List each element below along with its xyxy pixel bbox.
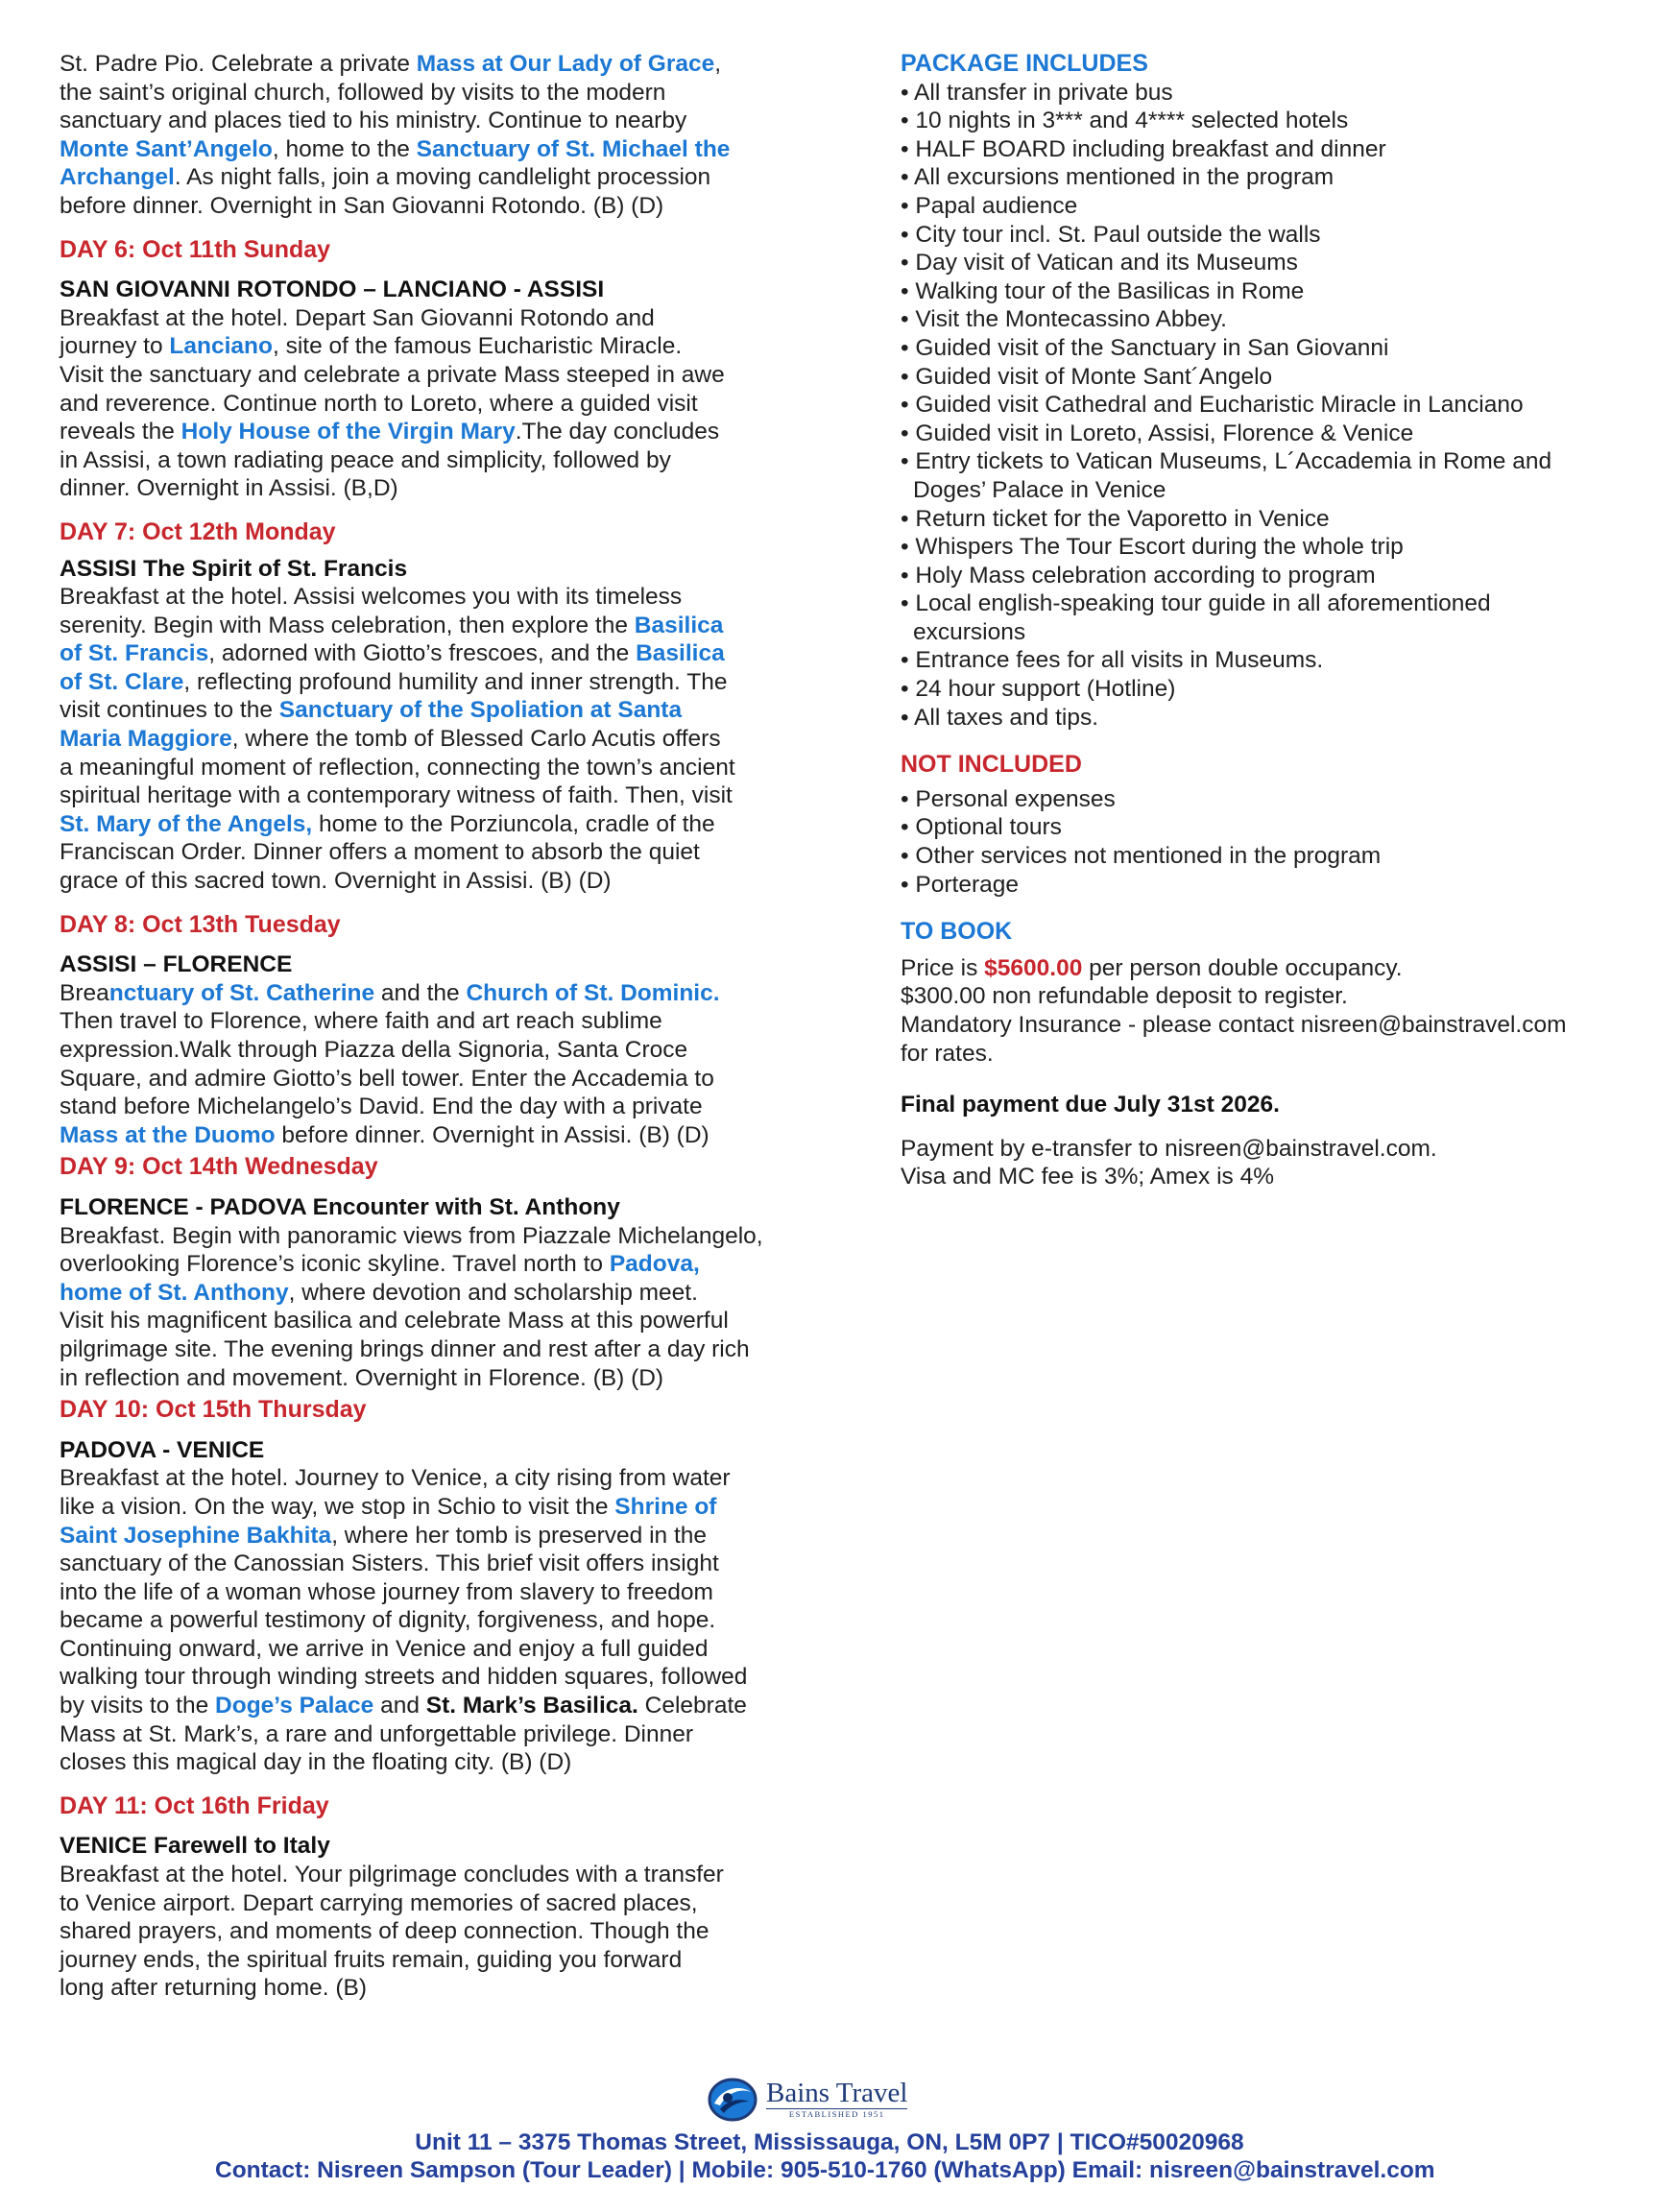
- package-includes-list: [901, 79, 1659, 733]
- day-9-heading: DAY 9: Oct 14th Wednesday: [60, 1153, 378, 1181]
- day-7-subtitle: ASSISI The Spirit of St. Francis: [60, 555, 408, 582]
- day-9-section: DAY 9: Oct 14th Wednesday FLORENCE - PADOVA Encounter with St. Anthony Breakfast. Begin with panoramic views from Piazzale Michelangelo, overlooking Florence’s iconic skyline. Travel north to Padova, home of St. Anthony, where devotion and scholarship meet. Visit his magnificent basilica and celebrate Mass at this powerful pilgrimage site. The evening brings dinner and rest after a day rich in reflection and movement. Overnight in Florence. (B) (D): [60, 1153, 864, 1392]
- day-10-subtitle: PADOVA - VENICE: [60, 1436, 265, 1463]
- list-item: • All taxes and tips.: [901, 704, 1099, 731]
- day-9-subtitle: FLORENCE - PADOVA Encounter with St. Anthony: [60, 1193, 620, 1220]
- list-item: • Entry tickets to Vatican Museums, L´Accademia in Rome and: [901, 448, 1552, 475]
- list-item: Doges’ Palace in Venice: [913, 476, 1166, 503]
- globe-icon: [707, 2075, 758, 2123]
- day-7-section: DAY 7: Oct 12th Monday ASSISI The Spirit of St. Francis Breakfast at the hotel. Assisi welcomes you with its timeless serenity. Begin with Mass celebration, then explore the Basilica of St. Francis, adorned with Giotto’s frescoes, and the Basilica of St. Clare, reflecting profound humility and inner strength. The visit continues to the Sanctuary of the Spoliation at Santa Maria Maggiore, where the tomb of Blessed Carlo Acutis offers a meaningful moment of reflection, connecting the town’s ancient spiritual heritage with a contemporary witness of faith. Then, visit St. Mary of the Angels, home to the Porziuncola, cradle of the Franciscan Order. Dinner offers a moment to absorb the quiet grace of this sacred town. Overnight in Assisi. (B) (D): [60, 518, 864, 896]
- itinerary-column: [60, 50, 864, 2003]
- list-item: • Guided visit Cathedral and Eucharistic Miracle in Lanciano: [901, 392, 1524, 419]
- list-item: • Guided visit of Monte Sant´Angelo: [901, 363, 1273, 390]
- list-item: • Holy Mass celebration according to program: [901, 562, 1376, 589]
- package-column: [901, 50, 1659, 1191]
- payment-line: Payment by e-transfer to nisreen@bainstravel.com.: [901, 1135, 1437, 1162]
- day-7-heading: DAY 7: Oct 12th Monday: [60, 517, 336, 545]
- day-11-section: DAY 11: Oct 16th Friday VENICE Farewell to Italy Breakfast at the hotel. Your pilgrimage concludes with a transfer to Venice airport. Depart carrying memories of sacred places, shared prayers, and moments of deep connection. Though the journey ends, the spiritual fruits remain, guiding you forward long after returning home. (B): [60, 1792, 864, 2003]
- not-included-list: [901, 785, 1659, 899]
- final-payment-line: Final payment due July 31st 2026.: [901, 1092, 1280, 1118]
- intro-paragraph: St. Padre Pio. Celebrate a private Mass at Our Lady of Grace, the saint’s original church, followed by visits to the modern sanctuary and places tied to his ministry. Continue to nearby Monte Sant’Angelo, home to the Sanctuary of St. Michael the Archangel. As night falls, join a moving candlelight procession before dinner. Overnight in San Giovanni Rotondo. (B) (D): [60, 51, 731, 219]
- list-item: • Papal audience: [901, 192, 1078, 219]
- list-item: • Porterage: [901, 871, 1019, 898]
- day-8-section: DAY 8: Oct 13th Tuesday ASSISI – FLORENCE Breanctuary of St. Catherine and the Church of St. Dominic. Then travel to Florence, where faith and art reach sublime expression.Walk through Piazza della Signoria, Santa Croce Square, and admire Giotto’s bell tower. Enter the Accademia to stand before Michelangelo’s David. End the day with a private Mass at the Duomo before dinner. Overnight in Assisi. (B) (D): [60, 911, 864, 1150]
- list-item: • Visit the Montecassino Abbey.: [901, 306, 1227, 333]
- list-item: • 24 hour support (Hotline): [901, 676, 1176, 703]
- list-item: • Return ticket for the Vaporetto in Venice: [901, 505, 1330, 532]
- to-book-heading: TO BOOK: [901, 918, 1013, 946]
- day-6-heading: DAY 6: Oct 11th Sunday: [60, 235, 331, 263]
- not-included-heading: NOT INCLUDED: [901, 751, 1082, 779]
- insurance-line: Mandatory Insurance - please contact nisreen@bainstravel.com: [901, 1012, 1567, 1038]
- list-item: • Entrance fees for all visits in Museums.: [901, 647, 1324, 674]
- price-line: Price is $5600.00 per person double occupancy.: [901, 954, 1403, 981]
- list-item: excursions: [913, 618, 1026, 645]
- day-8-subtitle: ASSISI – FLORENCE: [60, 951, 293, 978]
- list-item: • All excursions mentioned in the program: [901, 164, 1334, 191]
- day-6-subtitle: SAN GIOVANNI ROTONDO – LANCIANO - ASSISI: [60, 276, 605, 303]
- list-item: • HALF BOARD including breakfast and dinner: [901, 135, 1386, 162]
- list-item: • Optional tours: [901, 814, 1062, 841]
- day-10-section: DAY 10: Oct 15th Thursday PADOVA - VENICE Breakfast at the hotel. Journey to Venice, a city rising from water like a vision. On the way, we stop in Schio to visit the Shrine of Saint Josephine Bakhita, where her tomb is preserved in the sanctuary of the Canossian Sisters. This brief visit offers insight into the life of a woman whose journey from slavery to freedom became a powerful testimony of dignity, forgiveness, and hope. Continuing onward, we arrive in Venice and enjoy a full guided walking tour through winding streets and hidden squares, followed by visits to the Doge’s Palace and St. Mark’s Basilica. Celebrate Mass at St. Mark’s, a rare and unforgettable privilege. Dinner closes this magical day in the floating city. (B) (D): [60, 1396, 864, 1777]
- day-11-subtitle: VENICE Farewell to Italy: [60, 1833, 330, 1860]
- list-item: • City tour incl. St. Paul outside the walls: [901, 221, 1321, 248]
- price-value: $5600.00: [984, 954, 1083, 981]
- footer-address: Unit 11 – 3375 Thomas Street, Mississauga, ON, L5M 0P7 | TICO#50020968: [415, 2129, 1244, 2155]
- list-item: • Personal expenses: [901, 785, 1116, 812]
- day-6-section: DAY 6: Oct 11th Sunday SAN GIOVANNI ROTONDO – LANCIANO - ASSISI Breakfast at the hotel. Depart San Giovanni Rotondo and journey to Lanciano, site of the famous Eucharistic Miracle. Visit the sanctuary and celebrate a private Mass steeped in awe and reverence. Continue north to Loreto, where a guided visit reveals the Holy House of the Virgin Mary.The day concludes in Assisi, a town radiating peace and simplicity, followed by dinner. Overnight in Assisi. (B,D): [60, 236, 864, 503]
- package-includes-heading: PACKAGE INCLUDES: [901, 50, 1148, 77]
- list-item: • Guided visit in Loreto, Assisi, Florence & Venice: [901, 420, 1414, 446]
- list-item: • Local english-speaking tour guide in all aforementioned: [901, 590, 1491, 617]
- rates-line: for rates.: [901, 1040, 994, 1067]
- footer-contact: Contact: Nisreen Sampson (Tour Leader) | Mobile: 905-510-1760 (WhatsApp) Email: nisreen@bainstravel.com: [215, 2157, 1435, 2183]
- list-item: • All transfer in private bus: [901, 79, 1173, 106]
- bains-travel-logo: Bains Travel ESTABLISHED 1951: [707, 2074, 907, 2124]
- day-8-heading: DAY 8: Oct 13th Tuesday: [60, 910, 341, 938]
- day-10-heading: DAY 10: Oct 15th Thursday: [60, 1396, 367, 1424]
- mass-our-lady-grace-link: Mass at Our Lady of Grace: [416, 51, 715, 77]
- list-item: • Guided visit of the Sanctuary in San Giovanni: [901, 334, 1389, 361]
- deposit-line: $300.00 non refundable deposit to register.: [901, 983, 1348, 1010]
- list-item: • Whispers The Tour Escort during the whole trip: [901, 534, 1404, 561]
- list-item: • 10 nights in 3*** and 4**** selected hotels: [901, 108, 1349, 134]
- list-item: • Walking tour of the Basilicas in Rome: [901, 277, 1305, 304]
- list-item: • Other services not mentioned in the program: [901, 843, 1382, 870]
- card-fees-line: Visa and MC fee is 3%; Amex is 4%: [901, 1164, 1274, 1190]
- list-item: • Day visit of Vatican and its Museums: [901, 250, 1298, 276]
- day-11-heading: DAY 11: Oct 16th Friday: [60, 1791, 329, 1819]
